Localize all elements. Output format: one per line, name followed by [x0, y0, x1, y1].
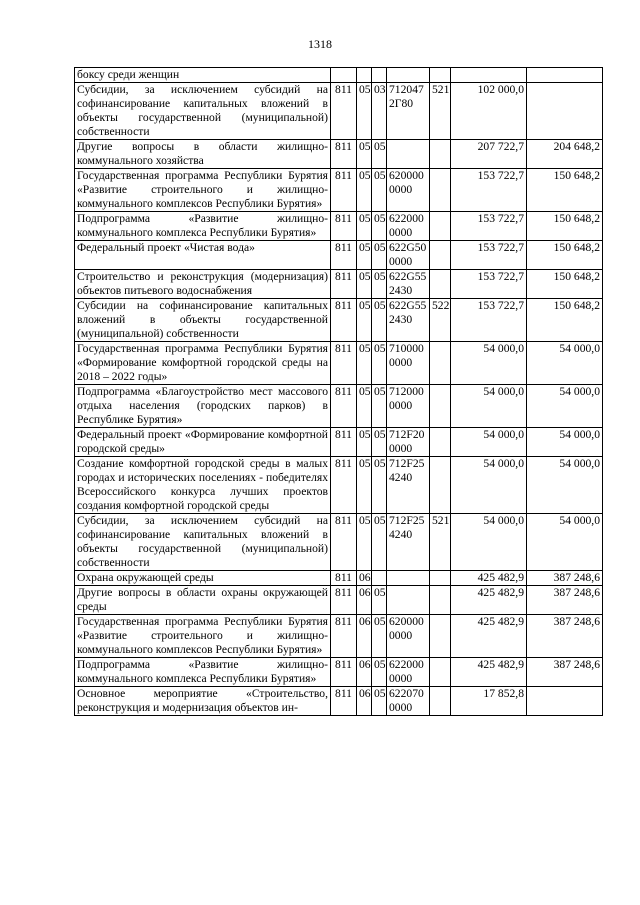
- amount-year-2-cell: 54 000,0: [527, 514, 603, 571]
- table-row: [75, 571, 603, 586]
- subsection-code-cell: 05: [372, 457, 387, 514]
- item-name-cell: Подпрограмма «Благоустройство мест массового отдыха населения (городских парков) в Республике Бурятия»: [75, 385, 331, 428]
- grbs-code-cell: 811: [331, 514, 357, 571]
- table-row: [75, 68, 603, 83]
- grbs-code-cell: [331, 68, 357, 83]
- table-row: [75, 457, 603, 514]
- expense-type-code-cell: [430, 68, 451, 83]
- amount-year-1-cell: 153 722,7: [451, 270, 527, 299]
- subsection-code-cell: 05: [372, 687, 387, 716]
- subsection-code-cell: 05: [372, 241, 387, 270]
- grbs-code-cell: 811: [331, 342, 357, 385]
- amount-year-2-cell: [527, 68, 603, 83]
- target-article-code-cell: 712F20 0000: [387, 428, 430, 457]
- table-row: [75, 586, 603, 615]
- section-code-cell: 05: [357, 385, 372, 428]
- budget-table: [74, 67, 603, 716]
- amount-year-1-cell: 102 000,0: [451, 83, 527, 140]
- table-row: [75, 270, 603, 299]
- amount-year-2-cell: 54 000,0: [527, 385, 603, 428]
- expense-type-code-cell: 521: [430, 83, 451, 140]
- expense-type-code-cell: [430, 428, 451, 457]
- grbs-code-cell: 811: [331, 586, 357, 615]
- amount-year-1-cell: 153 722,7: [451, 169, 527, 212]
- subsection-code-cell: 05: [372, 270, 387, 299]
- section-code-cell: 05: [357, 457, 372, 514]
- amount-year-2-cell: 387 248,6: [527, 658, 603, 687]
- item-name-cell: Федеральный проект «Формирование комфортной городской среды»: [75, 428, 331, 457]
- target-article-code-cell: [387, 68, 430, 83]
- grbs-code-cell: 811: [331, 241, 357, 270]
- subsection-code-cell: 03: [372, 83, 387, 140]
- section-code-cell: 05: [357, 169, 372, 212]
- target-article-code-cell: 710000 0000: [387, 342, 430, 385]
- target-article-code-cell: [387, 571, 430, 586]
- amount-year-1-cell: 17 852,8: [451, 687, 527, 716]
- item-name-cell: Государственная программа Республики Бурятия «Развитие строительного и жилищно-коммунального комплексов Республики Бурятия»: [75, 169, 331, 212]
- expense-type-code-cell: [430, 658, 451, 687]
- amount-year-2-cell: 54 000,0: [527, 342, 603, 385]
- target-article-code-cell: 712F25 4240: [387, 457, 430, 514]
- amount-year-1-cell: 425 482,9: [451, 615, 527, 658]
- table-row: [75, 428, 603, 457]
- grbs-code-cell: 811: [331, 687, 357, 716]
- subsection-code-cell: 05: [372, 212, 387, 241]
- expense-type-code-cell: [430, 586, 451, 615]
- item-name-cell: Субсидии, за исключением субсидий на софинансирование капитальных вложений в объекты государственной (муниципальной) собственности: [75, 514, 331, 571]
- amount-year-2-cell: [527, 687, 603, 716]
- subsection-code-cell: 05: [372, 342, 387, 385]
- amount-year-1-cell: 425 482,9: [451, 586, 527, 615]
- target-article-code-cell: 620000 0000: [387, 169, 430, 212]
- expense-type-code-cell: [430, 270, 451, 299]
- item-name-cell: Охрана окружающей среды: [75, 571, 331, 586]
- amount-year-1-cell: 54 000,0: [451, 342, 527, 385]
- subsection-code-cell: 05: [372, 385, 387, 428]
- section-code-cell: 06: [357, 687, 372, 716]
- item-name-cell: Подпрограмма «Развитие жилищно-коммунального комплекса Республики Бурятия»: [75, 212, 331, 241]
- expense-type-code-cell: [430, 140, 451, 169]
- subsection-code-cell: [372, 571, 387, 586]
- target-article-code-cell: 620000 0000: [387, 615, 430, 658]
- amount-year-1-cell: 207 722,7: [451, 140, 527, 169]
- amount-year-1-cell: 54 000,0: [451, 428, 527, 457]
- section-code-cell: 05: [357, 140, 372, 169]
- grbs-code-cell: 811: [331, 169, 357, 212]
- section-code-cell: 06: [357, 615, 372, 658]
- table-row: [75, 169, 603, 212]
- table-row: [75, 342, 603, 385]
- expense-type-code-cell: [430, 615, 451, 658]
- amount-year-1-cell: 54 000,0: [451, 514, 527, 571]
- section-code-cell: 05: [357, 299, 372, 342]
- item-name-cell: Создание комфортной городской среды в малых городах и исторических поселениях - победителях Всероссийского конкурса лучших проектов создания комфортной городской среды: [75, 457, 331, 514]
- amount-year-2-cell: 204 648,2: [527, 140, 603, 169]
- amount-year-1-cell: 425 482,9: [451, 658, 527, 687]
- section-code-cell: 06: [357, 586, 372, 615]
- grbs-code-cell: 811: [331, 571, 357, 586]
- amount-year-1-cell: [451, 68, 527, 83]
- amount-year-2-cell: 54 000,0: [527, 428, 603, 457]
- expense-type-code-cell: [430, 169, 451, 212]
- item-name-cell: Субсидии, за исключением субсидий на софинансирование капитальных вложений в объекты государственной (муниципальной) собственности: [75, 83, 331, 140]
- section-code-cell: 06: [357, 658, 372, 687]
- section-code-cell: [357, 68, 372, 83]
- target-article-code-cell: 712000 0000: [387, 385, 430, 428]
- amount-year-1-cell: 54 000,0: [451, 385, 527, 428]
- amount-year-1-cell: 153 722,7: [451, 299, 527, 342]
- amount-year-2-cell: 150 648,2: [527, 212, 603, 241]
- section-code-cell: 05: [357, 514, 372, 571]
- grbs-code-cell: 811: [331, 658, 357, 687]
- item-name-cell: Другие вопросы в области охраны окружающей среды: [75, 586, 331, 615]
- expense-type-code-cell: [430, 385, 451, 428]
- page-number: 1318: [308, 37, 332, 51]
- target-article-code-cell: 622070 0000: [387, 687, 430, 716]
- grbs-code-cell: 811: [331, 457, 357, 514]
- amount-year-2-cell: 387 248,6: [527, 586, 603, 615]
- table-row: [75, 140, 603, 169]
- target-article-code-cell: 712F25 4240: [387, 514, 430, 571]
- subsection-code-cell: 05: [372, 658, 387, 687]
- table-row: [75, 385, 603, 428]
- expense-type-code-cell: [430, 212, 451, 241]
- table-row: [75, 615, 603, 658]
- subsection-code-cell: [372, 68, 387, 83]
- item-name-cell: Субсидии на софинансирование капитальных вложений в объекты государственной (муниципальной) собственности: [75, 299, 331, 342]
- subsection-code-cell: 05: [372, 428, 387, 457]
- item-name-cell: Государственная программа Республики Бурятия «Формирование комфортной городской среды на 2018 – 2022 годы»: [75, 342, 331, 385]
- grbs-code-cell: 811: [331, 299, 357, 342]
- target-article-code-cell: [387, 586, 430, 615]
- target-article-code-cell: 712047 2Г80: [387, 83, 430, 140]
- amount-year-1-cell: 54 000,0: [451, 457, 527, 514]
- item-name-cell: Подпрограмма «Развитие жилищно-коммунального комплекса Республики Бурятия»: [75, 658, 331, 687]
- amount-year-2-cell: [527, 83, 603, 140]
- section-code-cell: 05: [357, 212, 372, 241]
- target-article-code-cell: 622000 0000: [387, 212, 430, 241]
- amount-year-1-cell: 153 722,7: [451, 212, 527, 241]
- subsection-code-cell: 05: [372, 514, 387, 571]
- amount-year-1-cell: 425 482,9: [451, 571, 527, 586]
- expense-type-code-cell: [430, 342, 451, 385]
- amount-year-1-cell: 153 722,7: [451, 241, 527, 270]
- grbs-code-cell: 811: [331, 83, 357, 140]
- item-name-cell: Другие вопросы в области жилищно-коммунального хозяйства: [75, 140, 331, 169]
- grbs-code-cell: 811: [331, 428, 357, 457]
- amount-year-2-cell: 387 248,6: [527, 571, 603, 586]
- target-article-code-cell: 622G55 2430: [387, 299, 430, 342]
- table-row: [75, 83, 603, 140]
- expense-type-code-cell: [430, 241, 451, 270]
- section-code-cell: 05: [357, 83, 372, 140]
- expense-type-code-cell: [430, 687, 451, 716]
- subsection-code-cell: 05: [372, 615, 387, 658]
- table-row: [75, 514, 603, 571]
- target-article-code-cell: 622G50 0000: [387, 241, 430, 270]
- amount-year-2-cell: 150 648,2: [527, 241, 603, 270]
- grbs-code-cell: 811: [331, 615, 357, 658]
- table-row: [75, 241, 603, 270]
- target-article-code-cell: 622G55 2430: [387, 270, 430, 299]
- section-code-cell: 05: [357, 241, 372, 270]
- expense-type-code-cell: [430, 571, 451, 586]
- item-name-cell: Строительство и реконструкция (модернизация) объектов питьевого водоснабжения: [75, 270, 331, 299]
- table-row: [75, 687, 603, 716]
- amount-year-2-cell: 150 648,2: [527, 299, 603, 342]
- grbs-code-cell: 811: [331, 385, 357, 428]
- grbs-code-cell: 811: [331, 212, 357, 241]
- item-name-cell: боксу среди женщин: [75, 68, 331, 83]
- section-code-cell: 05: [357, 428, 372, 457]
- item-name-cell: Государственная программа Республики Бурятия «Развитие строительного и жилищно-коммунального комплексов Республики Бурятия»: [75, 615, 331, 658]
- table-row: [75, 299, 603, 342]
- table-row: [75, 658, 603, 687]
- section-code-cell: 05: [357, 342, 372, 385]
- grbs-code-cell: 811: [331, 270, 357, 299]
- subsection-code-cell: 05: [372, 169, 387, 212]
- target-article-code-cell: [387, 140, 430, 169]
- subsection-code-cell: 05: [372, 586, 387, 615]
- grbs-code-cell: 811: [331, 140, 357, 169]
- subsection-code-cell: 05: [372, 140, 387, 169]
- section-code-cell: 05: [357, 270, 372, 299]
- subsection-code-cell: 05: [372, 299, 387, 342]
- expense-type-code-cell: 521: [430, 514, 451, 571]
- amount-year-2-cell: 150 648,2: [527, 169, 603, 212]
- amount-year-2-cell: 54 000,0: [527, 457, 603, 514]
- table-row: [75, 212, 603, 241]
- amount-year-2-cell: 387 248,6: [527, 615, 603, 658]
- amount-year-2-cell: 150 648,2: [527, 270, 603, 299]
- section-code-cell: 06: [357, 571, 372, 586]
- expense-type-code-cell: 522: [430, 299, 451, 342]
- target-article-code-cell: 622000 0000: [387, 658, 430, 687]
- expense-type-code-cell: [430, 457, 451, 514]
- table-body: [75, 68, 603, 716]
- item-name-cell: Федеральный проект «Чистая вода»: [75, 241, 331, 270]
- item-name-cell: Основное мероприятие «Строительство, реконструкция и модернизация объектов ин-: [75, 687, 331, 716]
